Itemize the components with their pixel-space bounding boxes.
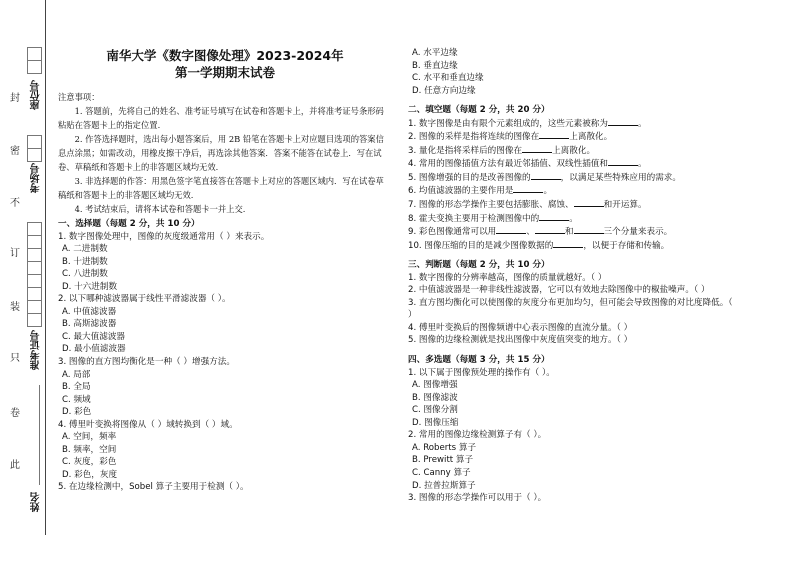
judge-item: 5. 图像的边缘检测就是找出图像中灰度值突变的地方。（ ）: [408, 335, 633, 346]
answer-blank[interactable]: [553, 239, 583, 248]
notes-heading: 注意事项：: [58, 92, 100, 102]
option: C. 水平和垂直边缘: [412, 73, 484, 84]
answer-blank[interactable]: [608, 117, 638, 126]
option: B. 图像滤波: [412, 392, 458, 403]
note-item: 2. 作答选择题时，选出每小题答案后，用 2B 铅笔在答题卡上对应题目选项的答案信息点涂黑；如需改动，用橡皮擦干净后，再选涂其他答案．答案不能答在试卷上．写在试卷、草稿纸和答题卡上的非答题区域均无效.: [58, 134, 384, 172]
answer-blank[interactable]: [531, 171, 561, 180]
option: D. 十六进制数: [62, 281, 118, 292]
fill-text: 。: [569, 213, 578, 224]
answer-blank[interactable]: [522, 144, 552, 153]
question: 1. 以下属于图像预处理的操作有（ ）。: [408, 367, 555, 378]
fill-item: [408, 212, 733, 226]
section-heading: 三、判断题（每题 2 分，共 10 分）: [408, 260, 550, 271]
seal-char: 只: [10, 353, 20, 364]
fill-item: [408, 157, 733, 171]
option: A. 二进制数: [62, 244, 108, 255]
fill-item: [408, 130, 733, 144]
question: 2. 以下哪种滤波器属于线性平滑滤波器（ ）。: [58, 294, 231, 305]
question: 3. 图像的直方图均衡化是一种（ ）增强方法。: [58, 357, 235, 368]
option: D. 任意方向边缘: [412, 85, 476, 96]
fill-item: [408, 225, 733, 239]
seal-char: 订: [10, 248, 20, 259]
option: A. Roberts 算子: [412, 442, 477, 453]
option: B. 十进制数: [62, 256, 108, 267]
fill-item: [408, 171, 733, 185]
option: B. 垂直边缘: [412, 60, 458, 71]
option: D. 拉普拉斯算子: [412, 480, 476, 491]
option: C. 最大值滤波器: [62, 331, 126, 342]
fill-text: 8. 霍夫变换主要用于检测图像中的: [408, 213, 540, 224]
binding-line: [45, 0, 46, 535]
fill-text: 2. 图像的采样是指将连续的图像在: [408, 132, 540, 143]
answer-blank[interactable]: [574, 198, 604, 207]
fill-text: 10. 图像压缩的目的是减少图像数据的: [408, 240, 554, 251]
note-item: 4. 考试结束后，请将本试卷和答题卡一并上交.: [74, 204, 246, 214]
answer-blank[interactable]: [608, 157, 638, 166]
fill-text: 、: [526, 227, 535, 238]
answer-blank[interactable]: [574, 225, 604, 234]
option: C. 图像分割: [412, 405, 458, 416]
fill-text: 9. 彩色图像通常可以用: [408, 227, 497, 238]
option: C. 频域: [62, 394, 91, 405]
option: A. 图像增强: [412, 380, 458, 391]
fill-text: 和: [564, 227, 574, 238]
note-item: 1. 答题前，先将自己的姓名、准考证号填写在试卷和答题卡上，并将准考证号条形码粘贴在答题卡上的指定位置.: [58, 106, 384, 130]
answer-blank[interactable]: [539, 212, 569, 221]
seat-number-label: 座位号: [31, 80, 42, 110]
fill-text: ，以满足某些特殊应用的需求。: [560, 172, 681, 183]
seal-char: 此: [10, 460, 20, 471]
option: C. 灰度，彩色: [62, 457, 117, 468]
fill-text: ，以便于存储和传输。: [583, 240, 670, 251]
seal-char: 封: [10, 93, 20, 104]
question: 1. 数字图像处理中，图像的灰度级通常用（ ）来表示。: [58, 231, 270, 242]
option: C. Canny 算子: [412, 467, 471, 478]
fill-text: 。: [543, 186, 553, 197]
name-label: 姓名: [31, 492, 42, 512]
fill-text: 1. 数字图像是由有限个元素组成的，这些元素被称为: [408, 118, 608, 129]
question: 5. 在边缘检测中，Sobel 算子主要用于检测（ ）。: [58, 482, 249, 493]
fill-text: 。: [638, 118, 647, 129]
seal-char: 卷: [10, 408, 20, 419]
title-line-1: 南华大学《数字图像处理》2023-2024年: [106, 48, 344, 63]
section-heading: 一、选择题（每题 2 分，共 10 分）: [58, 219, 200, 229]
question: 2. 常用的图像边缘检测算子有（ ）。: [408, 430, 547, 441]
fill-text: 5. 图像增强的目的是改善图像的: [408, 172, 531, 183]
exam-notes: [58, 90, 388, 216]
judge-item: 3. 直方图均衡化可以使图像的灰度分布更加均匀，但可能会导致图像的对比度降低。（ ）: [408, 297, 733, 321]
option: D. 彩色: [62, 407, 92, 418]
fill-text: 和开运算。: [603, 200, 647, 211]
seal-char: 不: [10, 198, 20, 209]
title-line-2: 第一学期期末试卷: [174, 65, 275, 80]
option: C. 八进制数: [62, 269, 108, 280]
fill-item: [408, 184, 733, 198]
option: A. 中值滤波器: [62, 306, 117, 317]
right-column: [408, 47, 733, 505]
fill-item: [408, 144, 733, 158]
fill-text: 上离散化。: [552, 145, 596, 156]
fill-text: 上离散化。: [569, 132, 613, 143]
fill-text: 3. 量化是指将采样后的图像在: [408, 145, 523, 156]
answer-blank[interactable]: [513, 184, 543, 193]
seal-char: 密: [10, 146, 20, 157]
option: B. 高斯滤波器: [62, 319, 117, 330]
exam-room-boxes[interactable]: [27, 135, 42, 162]
admission-number-label: 准考证号: [31, 330, 42, 370]
seat-number-boxes[interactable]: [27, 47, 42, 74]
option: B. Prewitt 算子: [412, 455, 474, 466]
fill-text: 6. 均值滤波器的主要作用是: [408, 186, 514, 197]
fill-text: 三个分量来表示。: [603, 227, 673, 238]
exam-room-label: 考场号: [31, 163, 42, 193]
judge-item: 1. 数字图像的分辨率越高，图像的质量就越好。（ ）: [408, 272, 607, 283]
fill-item: [408, 198, 733, 212]
option: A. 空间，频率: [62, 432, 117, 443]
fill-text: 。: [638, 159, 647, 170]
question: 3. 图像的形态学操作可以用于（ ）。: [408, 493, 547, 504]
fill-item: [408, 239, 733, 253]
section-heading: 四、多选题（每题 3 分，共 15 分）: [408, 355, 550, 366]
section-multiple-choice: [58, 218, 269, 494]
fill-item: [408, 117, 733, 131]
option: D. 彩色，灰度: [62, 469, 118, 480]
judge-item: 2. 中值滤波器是一种非线性滤波器，它可以有效地去除图像中的椒盐噪声。（ ）: [408, 285, 710, 296]
name-line[interactable]: [39, 385, 40, 485]
option: A. 局部: [62, 369, 91, 380]
option: B. 全局: [62, 382, 91, 393]
fill-text: 7. 图像的形态学操作主要包括膨胀、腐蚀、: [408, 200, 574, 211]
answer-blank[interactable]: [496, 225, 526, 234]
exam-title: [60, 47, 390, 81]
option: A. 水平边缘: [412, 48, 458, 58]
question: 4. 傅里叶变换将图像从（ ）域转换到（ ）域。: [58, 419, 238, 430]
fill-text: 4. 常用的图像插值方法有最近邻插值、双线性插值和: [408, 159, 608, 170]
note-item: 3. 非选择题的作答：用黑色签字笔直接答在答题卡上对应的答题区域内．写在试卷草稿纸和答题卡上的非答题区域均无效.: [58, 176, 384, 200]
section-heading: 二、填空题（每题 2 分，共 20 分）: [408, 105, 550, 116]
option: D. 最小值滤波器: [62, 344, 126, 355]
answer-blank[interactable]: [539, 130, 569, 139]
option: B. 频率，空间: [62, 444, 117, 455]
admission-number-boxes[interactable]: [27, 222, 42, 327]
answer-blank[interactable]: [535, 225, 565, 234]
judge-item: 4. 傅里叶变换后的图像频谱中心表示图像的直流分量。（ ）: [408, 322, 633, 333]
seal-char: 装: [10, 302, 20, 313]
option: D. 图像压缩: [412, 417, 459, 428]
